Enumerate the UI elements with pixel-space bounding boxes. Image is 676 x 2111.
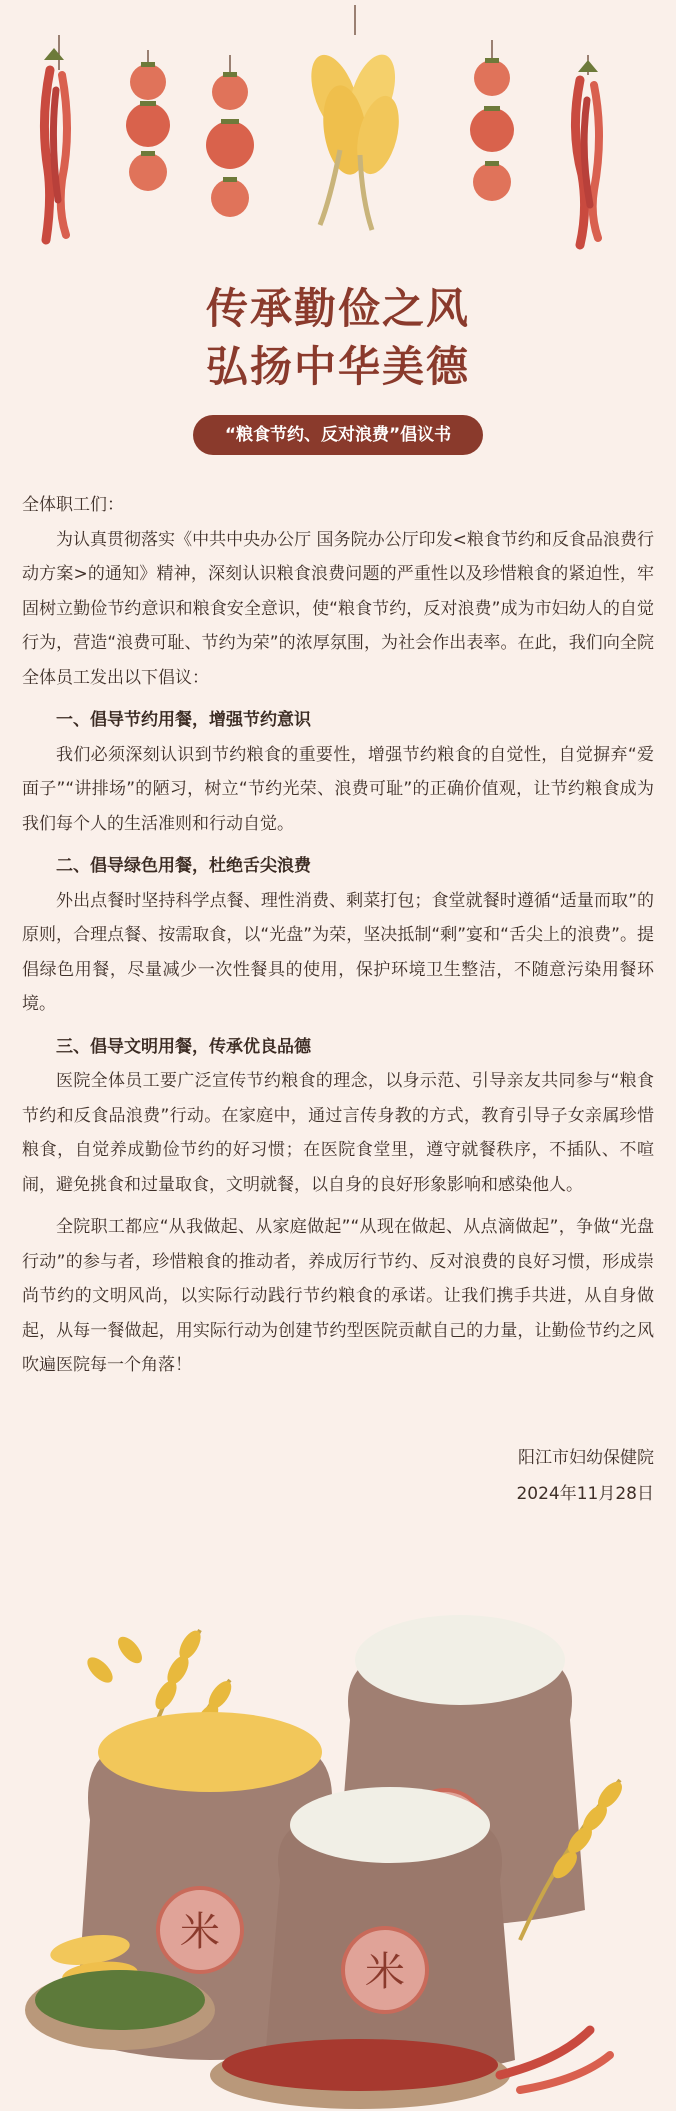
signature-block — [254, 1440, 654, 1512]
signature-date: 2024年11月28日 — [516, 1484, 654, 1504]
persimmon-string-3-icon — [470, 58, 514, 201]
title-line-1: 传承勤俭之风 — [205, 284, 470, 333]
corn-bundle-icon — [302, 49, 406, 230]
subtitle-badge: “粮食节约、反对浪费”倡议书 — [193, 415, 483, 455]
section-heading-3: 三、倡导文明用餐，传承优良品德 — [56, 1036, 311, 1057]
greeting: 全体职工们： — [22, 495, 124, 515]
hanging-harvest-illustration — [0, 0, 676, 270]
chili-bunch-left-icon — [44, 48, 67, 240]
grain-sacks-illustration — [0, 1520, 676, 2111]
section-body-3: 医院全体员工要广泛宣传节约粮食的理念，以身示范、引导亲友共同参与“粮食节约和反食品浪费”行动。在家庭中，通过言传身教的方式，教育引导子女亲属珍惜粮食，自觉养成勤俭节约的好习惯；在医院食堂里，遵守就餐秩序，不插队、不喧闹，避免挑食和过量取食，文明就餐，以自身的良好形象影响和感染他人。 — [22, 1071, 654, 1195]
section-body-1: 我们必须深刻认识到节约粮食的重要性，增强节约粮食的自觉性，自觉摒弃“爱面子”“讲排场”的陋习，树立“节约光荣、浪费可耻”的正确价值观，让节约粮食成为我们每个人的生活准则和行动自觉。 — [22, 744, 654, 834]
green-bean-bowl-icon — [25, 1970, 215, 2050]
sack-label-front: 米 — [365, 1949, 405, 1995]
persimmon-string-1-icon — [126, 62, 170, 191]
sack-front-icon — [265, 1787, 515, 2078]
page-title — [0, 280, 676, 396]
red-bean-bowl-icon — [210, 2039, 510, 2109]
closing-paragraph: 全院职工都应“从我做起、从家庭做起”“从现在做起、从点滴做起”，争做“光盘行动”的参与者，珍惜粮食的推动者，养成厉行节约、反对浪费的良好习惯，形成崇尚节约的文明风尚，以实际行动践行节约粮食的承诺。让我们携手共进，从自身做起，从每一餐做起，用实际行动为创建节约型医院贡献自己的力量，让勤俭节约之风吹遍医院每一个角落！ — [22, 1217, 654, 1375]
signature-org: 阳江市妇幼保健院 — [518, 1448, 654, 1468]
title-line-2: 弘扬中华美德 — [205, 342, 470, 391]
section-heading-2: 二、倡导绿色用餐，杜绝舌尖浪费 — [56, 856, 311, 876]
intro-paragraph: 为认真贯彻落实《中共中央办公厅 国务院办公厅印发<粮食节约和反食品浪费行动方案>的通知》精神，深刻认识粮食浪费问题的严重性以及珍惜粮食的紧迫性，牢固树立勤俭节约意识和粮食安全意识，使“粮食节约，反对浪费”成为市妇幼人的自觉行为，营造“浪费可耻、节约为荣”的浓厚氛围，为社会作出表率。在此，我们向全院全体员工发出以下倡议： — [22, 529, 654, 688]
section-body-2: 外出点餐时坚持科学点餐、理性消费、剩菜打包；食堂就餐时遵循“适量而取”的原则，合理点餐、按需取食，以“光盘”为荣，坚决抵制“剩”宴和“舌尖上的浪费”。提倡绿色用餐，尽量减少一次性餐具的使用，保护环境卫生整洁，不随意污染用餐环境。 — [22, 890, 654, 1014]
section-heading-1: 一、倡导节约用餐，增强节约意识 — [56, 710, 311, 730]
proposal-body — [22, 488, 654, 1383]
sack-label-left: 米 — [180, 1909, 220, 1955]
chili-bunch-right-icon — [575, 60, 599, 245]
persimmon-string-2-icon — [206, 72, 254, 217]
chili-pepper-icon — [500, 2030, 610, 2090]
